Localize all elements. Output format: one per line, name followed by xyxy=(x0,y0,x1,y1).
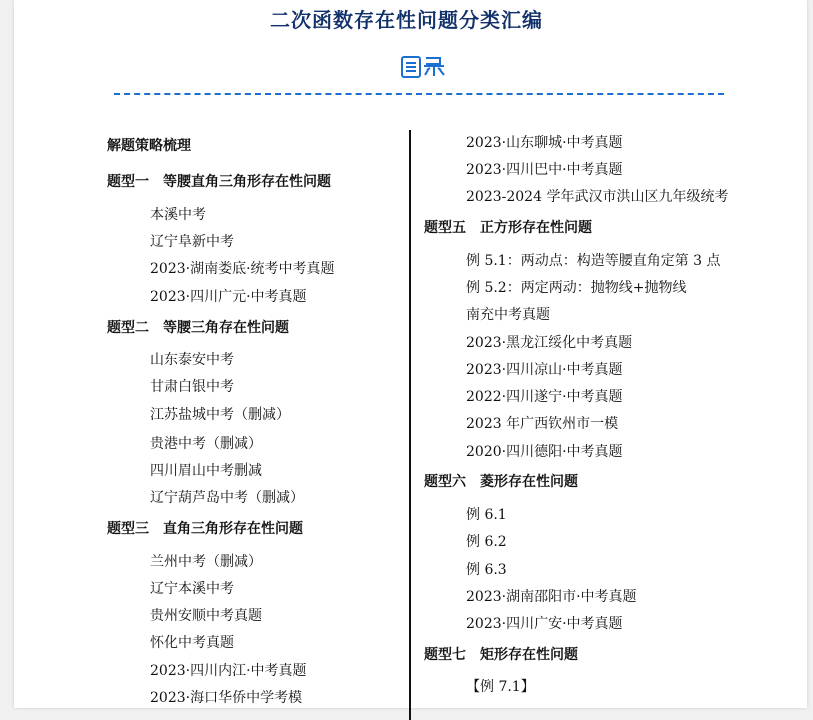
toc-entry[interactable]: 2023·四川凉山·中考真题 xyxy=(466,362,623,378)
toc-entry[interactable]: 贵州安顺中考真题 xyxy=(150,608,262,624)
toc-entry[interactable]: 2023·湖南娄底·统考中考真题 xyxy=(150,261,335,277)
toc-entry[interactable]: 兰州中考（删减） xyxy=(150,554,262,570)
toc-entry[interactable]: 辽宁阜新中考 xyxy=(150,234,234,250)
toc-entry[interactable]: 四川眉山中考删减 xyxy=(150,463,262,479)
toc-entry[interactable]: 2023·四川广元·中考真题 xyxy=(150,289,307,305)
toc-entry[interactable]: 2023-2024 学年武汉市洪山区九年级统考 xyxy=(466,189,729,205)
toc-entry[interactable]: 例 5.2：两定两动：抛物线+抛物线 xyxy=(466,280,687,296)
page-title: 二次函数存在性问题分类汇编 xyxy=(270,8,543,32)
toc-icon xyxy=(386,51,436,79)
toc-entry[interactable]: 2023·山东聊城·中考真题 xyxy=(466,135,623,151)
toc-entry[interactable]: 例 6.1 xyxy=(466,507,507,523)
toc-entry[interactable]: 南充中考真题 xyxy=(466,307,550,323)
toc-entry[interactable]: 江苏盐城中考（删减） xyxy=(150,407,290,423)
toc-icon-glyph xyxy=(400,54,422,76)
toc-heading[interactable]: 题型二 等腰三角存在性问题 xyxy=(107,320,289,336)
toc-entry[interactable]: 例 6.3 xyxy=(466,562,507,578)
toc-entry[interactable]: 2023·黑龙江绥化中考真题 xyxy=(466,335,633,351)
toc-entry[interactable]: 2022·四川遂宁·中考真题 xyxy=(466,389,623,405)
toc-entry[interactable]: 甘肃白银中考 xyxy=(150,379,234,395)
toc-entry[interactable]: 2023·海口华侨中学考模 xyxy=(150,690,303,706)
toc-entry[interactable]: 例 5.1：两动点：构造等腰直角定第 3 点 xyxy=(466,253,721,269)
toc-entry[interactable]: 贵港中考（删减） xyxy=(150,436,262,452)
toc-entry[interactable]: 例 6.2 xyxy=(466,534,507,550)
toc-entry[interactable]: 2023·四川巴中·中考真题 xyxy=(466,162,623,178)
toc-entry[interactable]: 辽宁本溪中考 xyxy=(150,581,234,597)
toc-heading[interactable]: 解题策略梳理 xyxy=(107,138,191,154)
toc-heading[interactable]: 题型六 菱形存在性问题 xyxy=(424,474,578,490)
toc-heading[interactable]: 题型五 正方形存在性问题 xyxy=(424,220,592,236)
toc-entry[interactable]: 2023·四川内江·中考真题 xyxy=(150,663,307,679)
toc-entry[interactable]: 怀化中考真题 xyxy=(150,635,234,651)
toc-entry[interactable]: 2023·四川广安·中考真题 xyxy=(466,616,623,632)
toc-entry[interactable]: 辽宁葫芦岛中考（删减） xyxy=(150,490,304,506)
toc-entry[interactable]: 【例 7.1】 xyxy=(466,679,535,695)
toc-heading[interactable]: 题型七 矩形存在性问题 xyxy=(424,647,578,663)
toc-entry[interactable]: 2020·四川德阳·中考真题 xyxy=(466,444,623,460)
toc-entry[interactable]: 2023·湖南邵阳市·中考真题 xyxy=(466,589,637,605)
decorative-dashed-divider xyxy=(114,93,724,95)
toc-entry[interactable]: 2023 年广西钦州市一模 xyxy=(466,416,619,432)
toc-entry[interactable]: 本溪中考 xyxy=(150,207,206,223)
toc-heading[interactable]: 题型三 直角三角形存在性问题 xyxy=(107,521,303,537)
toc-entry[interactable]: 山东泰安中考 xyxy=(150,352,234,368)
toc-heading[interactable]: 题型一 等腰直角三角形存在性问题 xyxy=(107,174,331,190)
column-divider xyxy=(409,130,411,720)
